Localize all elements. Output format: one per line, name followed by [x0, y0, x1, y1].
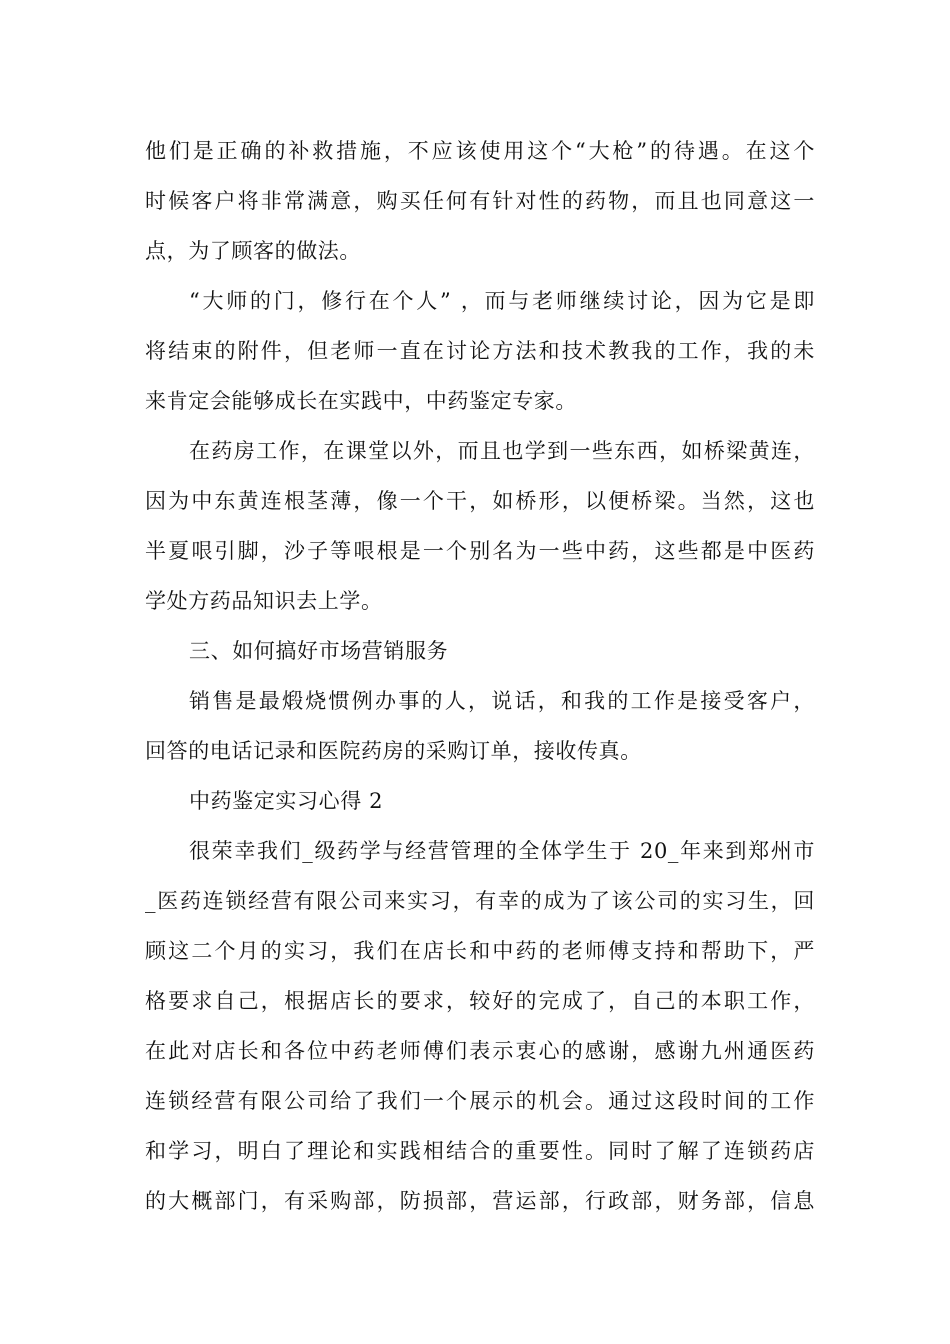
text-line: _医药连锁经营有限公司来实习，有幸的成为了该公司的实习生，回 — [145, 889, 815, 913]
text-line: 因为中东黄连根茎薄，像一个干，如桥形，以便桥梁。当然，这也 — [145, 489, 815, 513]
text-line: 顾这二个月的实习，我们在店长和中药的老师傅支持和帮助下，严 — [145, 939, 815, 963]
text-line: 和学习，明白了理论和实践相结合的重要性。同时了解了连锁药店 — [145, 1139, 815, 1163]
section-heading: 三、如何搞好市场营销服务 — [189, 639, 449, 663]
text-line: 将结束的附件，但老师一直在讨论方法和技术教我的工作，我的未 — [145, 339, 815, 363]
text-line: 在药房工作，在课堂以外，而且也学到一些东西，如桥梁黄连， — [189, 439, 815, 463]
text-line: 很荣幸我们_级药学与经营管理的全体学生于 20_年来到郑州市 — [189, 839, 815, 863]
text-line: 的大概部门，有采购部，防损部，营运部，行政部，财务部，信息 — [145, 1189, 815, 1213]
text-line: 学处方药品知识去上学。 — [145, 589, 383, 613]
section-heading: 中药鉴定实习心得 2 — [189, 789, 384, 813]
text-line: 半夏哏引脚，沙子等哏根是一个别名为一些中药，这些都是中医药 — [145, 539, 815, 563]
text-line: 时候客户将非常满意，购买任何有针对性的药物，而且也同意这一 — [145, 189, 815, 213]
text-line: 格要求自己，根据店长的要求，较好的完成了，自己的本职工作， — [145, 989, 815, 1013]
text-line: 连锁经营有限公司给了我们一个展示的机会。通过这段时间的工作 — [145, 1089, 815, 1113]
text-line: 点，为了顾客的做法。 — [145, 239, 361, 263]
text-line: “大师的门，修行在个人” ，而与老师继续讨论，因为它是即 — [189, 289, 815, 313]
text-line: 来肯定会能够成长在实践中，中药鉴定专家。 — [145, 389, 577, 413]
text-line: 在此对店长和各位中药老师傅们表示衷心的感谢，感谢九州通医药 — [145, 1039, 815, 1063]
text-line: 他们是正确的补救措施，不应该使用这个“大枪”的待遇。在这个 — [145, 139, 815, 163]
text-line: 回答的电话记录和医院药房的采购订单，接收传真。 — [145, 739, 642, 763]
text-line: 销售是最煅烧惯例办事的人，说话，和我的工作是接受客户， — [189, 689, 815, 713]
